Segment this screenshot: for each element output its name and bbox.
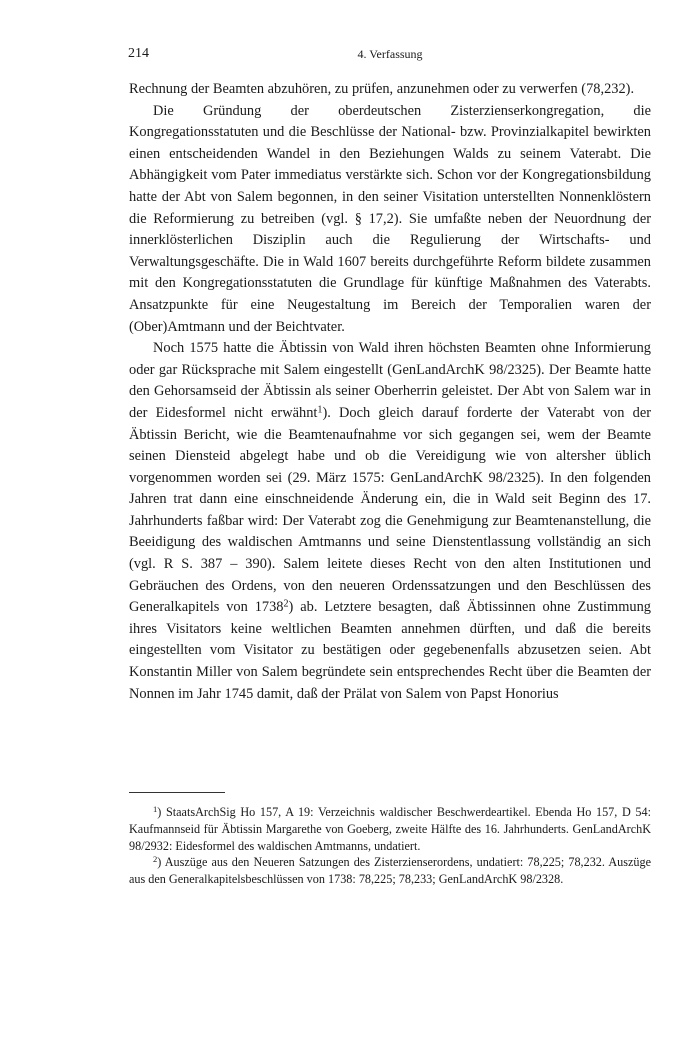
footnote-2-mark: 2 [153,854,158,865]
footnote-2 [129,854,651,888]
footnotes [129,804,651,888]
paragraph-3 [129,338,651,705]
paragraph-3-part-b: ). Doch gleich darauf forderte der Vaterabt von der Äbtissin Bericht, wie die Beamtenaufnahme vor sich gegangen sei, wem der Beamte seinen Diensteid abgelegt habe und ob die Vereidigung wie von altersher üblich vorgenommen worden sei (29. März 1575: GenLandArchK 98/2325). In den folgenden Jahren trat dann eine einschneidende Änderung ein, die in Wald seit Beginn des 17. Jahrhunderts faßbar wird: Der Vaterabt zog die Genehmigung zur Beamtenanstellung, die Beeidigung des waldischen Amtmanns und seine Dienstentlassung vollständig an sich (vgl. R S. 387 – 390). Salem leitete dieses Recht von den alten Institutionen und Gebräuchen des Ordens, von den neueren Ordenssatzungen und den Beschlüssen des Generalkapitels von 1738 [129,404,652,616]
footnote-1-text: ) StaatsArchSig Ho 157, A 19: Verzeichnis waldischer Beschwerdeartikel. Ebenda Ho 157, D 54: Kaufmannseid für Äbtissin Margarethe von Goeberg, zweite Hälfte des 16. Jahrhunderts. GenLandArchK 98/2932: Eidesformel des waldischen Amtmanns, undatiert. [129,805,651,853]
footnote-ref-1[interactable]: 1 [317,404,323,416]
paragraph-3-part-a: Noch 1575 hatte die Äbtissin von Wald ihren höchsten Beamten ohne Informierung oder gar Rücksprache mit Salem eingestellt (GenLandArchK 98/2325). Der Beamte hatte den Gehorsamseid der Äbtissin als seiner Oberherrin geleistet. Der Abt von Salem war in der Eidesformel nicht erwähnt [129,340,651,421]
paragraph-3-part-c: ) ab. Letztere besagten, daß Äbtissinnen ohne Zustimmung ihres Visitators keine weltlichen Beamten annehmen dürften, und daß die bereits eingestellten vom Visitator zu bestätigen oder gegebenenfalls abzusetzen seien. Abt Konstantin Miller von Salem begründete sein entsprechendes Recht über die Beamten der Nonnen im Jahr 1745 damit, daß der Prälat von Salem von Papst Honorius [129,599,651,702]
main-text [129,79,651,705]
paragraph-2: Die Gründung der oberdeutschen Zisterzienserkongregation, die Kongregationsstatuten und die Beschlüsse der National- bzw. Provinzialkapitel bewirkten einen entscheidenden Wandel in den Beziehungen Walds zu seinem Vaterabt. Die Abhängigkeit vom Pater immediatus verstärkte sich. Schon vor der Kongregationsbildung hatte der Abt von Salem begonnen, in den seiner Visitation unterstellten Nonnenklöstern die Reformierung zu betreiben (vgl. § 17,2). Sie umfaßte neben der Neuordnung der innerklösterlichen Disziplin auch die Regulierung der Wirtschafts- und Verwaltungsgeschäfte. Die in Wald 1607 bereits durchgeführte Reform bildete zusammen mit den Kongregationsstatuten die Grundlage für künftige Maßnahmen des Vaterabts. Ansatzpunkte für eine Neugestaltung im Bereich der Temporalien waren der (Ober)Amtmann und der Beichtvater. [129,102,651,335]
paragraph-1: Rechnung der Beamten abzuhören, zu prüfen, anzunehmen oder zu verwerfen (78,232). [129,81,635,97]
chapter-title: 4. Verfassung [357,47,423,61]
footnote-2-text: ) Auszüge aus den Neueren Satzungen des Zisterzienserordens, undatiert: 78,225; 78,232. Auszüge aus den Generalkapitelsbeschlüssen von 1738: 78,225; 78,233; GenLandArchK 98/2328. [129,855,651,887]
footnote-ref-2[interactable]: 2 [283,598,289,610]
running-head [128,44,652,64]
footnote-1 [129,804,651,854]
page-number: 214 [128,46,149,61]
footnote-divider [129,792,225,793]
footnote-1-mark: 1 [153,804,158,815]
